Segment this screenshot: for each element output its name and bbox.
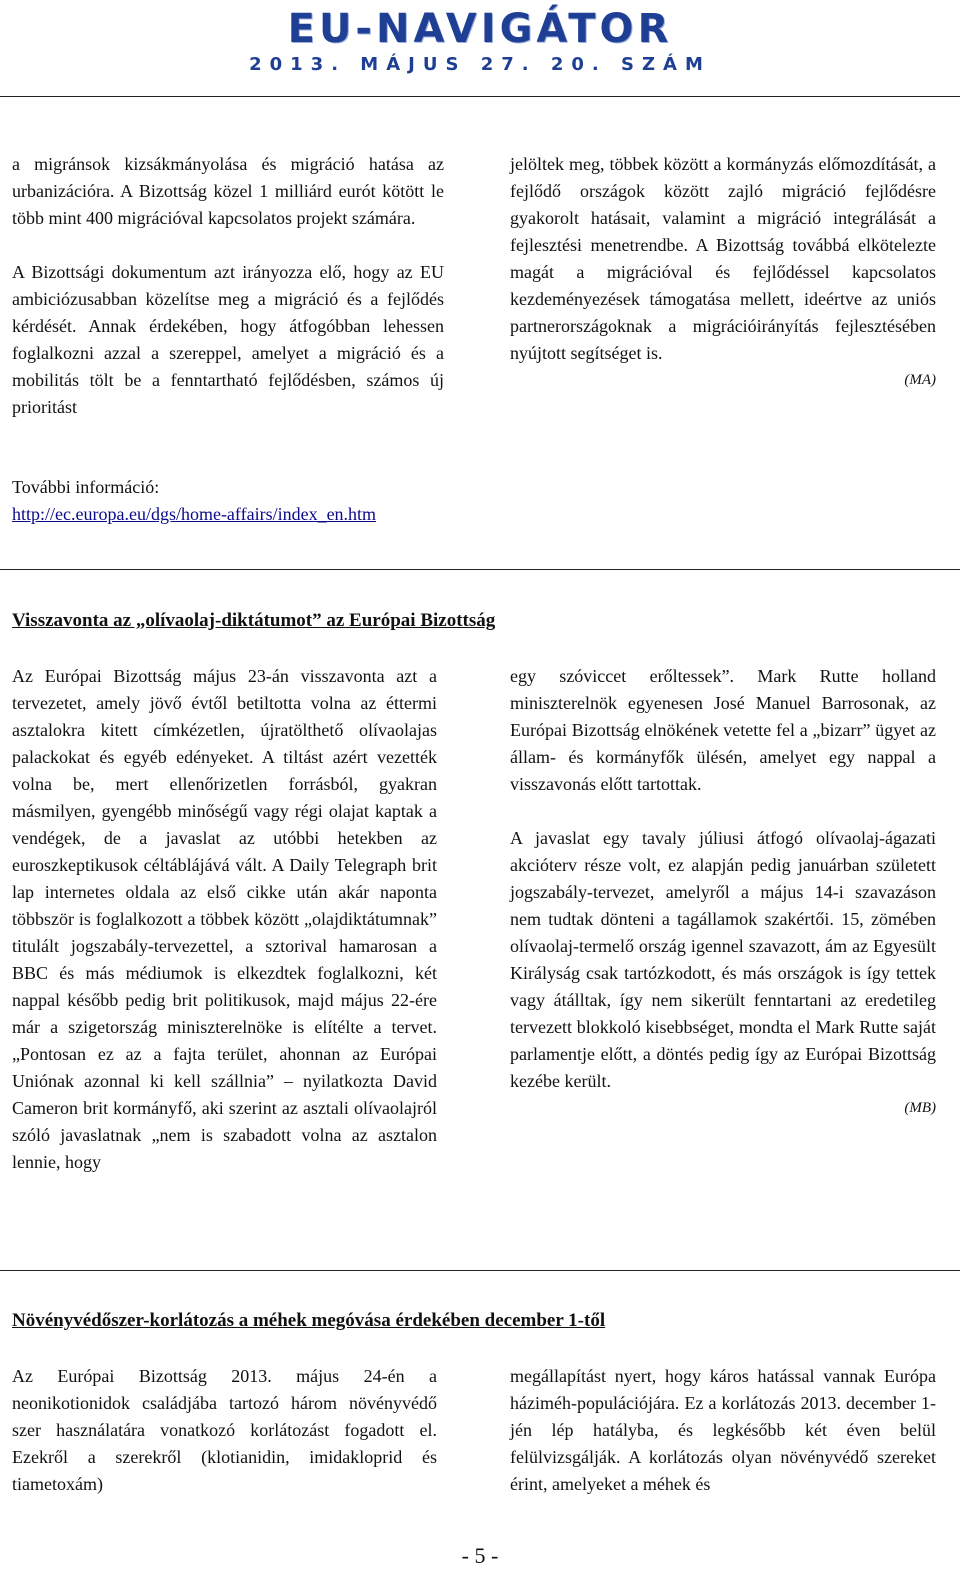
article2-paragraph: egy szóviccet erőltessek”. Mark Rutte holland miniszterelnök egyenesen José Manuel Barrosonak, az Európai Bizottság elnökének vetette fel a „bizarr” ügyet az állam- és kormányfők ülésén, amelyet egy nappal a visszavonás előtt tartottak. (510, 666, 936, 794)
further-info-label: További információ: (12, 477, 160, 497)
article2-paragraph: A javaslat egy tavaly júliusi átfogó olívaolaj-ágazati akcióterv része volt, ez alapján pedig januárban született jogszabály-tervezet, amelyről a május 14-i szavazáson nem tudtak dönteni a tagállamok szakértői. 15, zömében olívaolaj-termelő ország igennel szavazott, ám az Egyesült Királyság csak tartózkodott, és más országok is így tettek vagy átálltak, így nem sikerült fenntartani az eredetileg tervezett blokkoló kisebbséget, mondta el Mark Rutte saját parlamentje előtt, a döntés pedig így az Európai Bizottság kezébe került. (510, 828, 936, 1091)
article1-column-right (510, 151, 936, 393)
article2-column-left (12, 663, 437, 1176)
section-divider (0, 1270, 960, 1271)
article2-column-right (510, 663, 936, 1121)
page-number: - 5 - (461, 1543, 499, 1568)
article3-paragraph: Az Európai Bizottság 2013. május 24-én a neonikotionidok családjába tartozó három növényvédő szer használatára vonatkozó korlátozást fogadott el. Ezekről a szerekről (klotianidin, imidakloprid és tiametoxám) (12, 1366, 437, 1494)
article1-column-left (12, 151, 444, 421)
newsletter-title: EU-NAVIGÁTOR (287, 6, 673, 52)
further-info (12, 474, 376, 528)
header-divider (0, 96, 960, 97)
article3-headline: Növényvédőszer-korlátozás a méhek megóvása érdekében december 1-től (12, 1310, 606, 1331)
article1-paragraph: a migránsok kizsákmányolása és migráció hatása az urbanizációra. A Bizottság közel 1 milliárd eurót kötött le több mint 400 migrációval kapcsolatos projekt számára. (12, 154, 444, 228)
article2-headline: Visszavonta az „olívaolaj-diktátumot” az Európai Bizottság (12, 610, 496, 631)
section-divider (0, 569, 960, 570)
article2-paragraph: Az Európai Bizottság május 23-án visszavonta azt a tervezetet, amely jövő évtől betiltotta volna az éttermi asztalokra kitett címkézetlen, újratölthető olívaolajas palackokat és egyéb edényeket. A tiltást azért vezették volna be, mert ellenőrizetlen forrásból, gyakran másmilyen, gyengébb minőségű vagy régi olajat kaptak a vendégek, de a javaslat az utóbbi hetekben az euroszkeptikusok céltáblájává vált. A Daily Telegraph brit lap internetes oldala az első cikke után akár naponta többször is foglalkozott a többek között „olajdiktátumnak” titulált jogszabály-tervezettel, a sztorival hamarosan a BBC és más médiumok is elkezdtek foglalkozni, két nappal később pedig brit politikusok, majd május 22-ére már a szigetország miniszterelnöke is elítélte a tervet. „Pontosan ez az a fajta terület, ahonnan az Európai Uniónak azonnal ki kell szállnia” – nyilatkozta David Cameron brit kormányfő, aki szerint az asztali olívaolajról szóló javaslatnak „nem is szabadott volna az asztalon lennie, hogy (12, 666, 437, 1172)
article1-paragraph: A Bizottsági dokumentum azt irányozza elő, hogy az EU ambiciózusabban közelítse meg a migráció és a fejlődés kérdését. Annak érdekében, hogy átfogóbban lehessen foglalkozni azzal a szereppel, amelyet a migráció és a mobilitás tölt be a fenntartható fejlődésben, számos új prioritást (12, 262, 444, 417)
article1-paragraph: jelöltek meg, többek között a kormányzás előmozdítását, a fejlődő országok között zajló migráció fejlődésre gyakorolt hatásait, valamint a migráció integrálását a fejlesztési menetrendbe. A Bizottság továbbá elkötelezte magát a migrációval és fejlődéssel kapcsolatos kezdeményezések támogatása mellett, ideértve az uniós partnerországoknak a migrációirányítás fejlesztésében nyújtott segítséget is. (510, 154, 936, 363)
page-header (0, 0, 960, 120)
issue-date: 2013. MÁJUS 27. 20. SZÁM (249, 54, 711, 75)
article2-signature: (MB) (904, 1100, 936, 1116)
article3-column-left (12, 1363, 437, 1498)
further-info-link[interactable]: http://ec.europa.eu/dgs/home-affairs/index_en.htm (12, 504, 377, 524)
article3-column-right (510, 1363, 936, 1498)
article1-signature: (MA) (904, 372, 936, 388)
article3-paragraph: megállapítást nyert, hogy káros hatással vannak Európa háziméh-populációjára. Ez a korlátozás 2013. december 1-jén lép hatályba, és legkésőbb két éven belül felülvizsgálják. A korlátozás olyan növényvédő szereket érint, amelyeket a méhek és (510, 1366, 936, 1494)
